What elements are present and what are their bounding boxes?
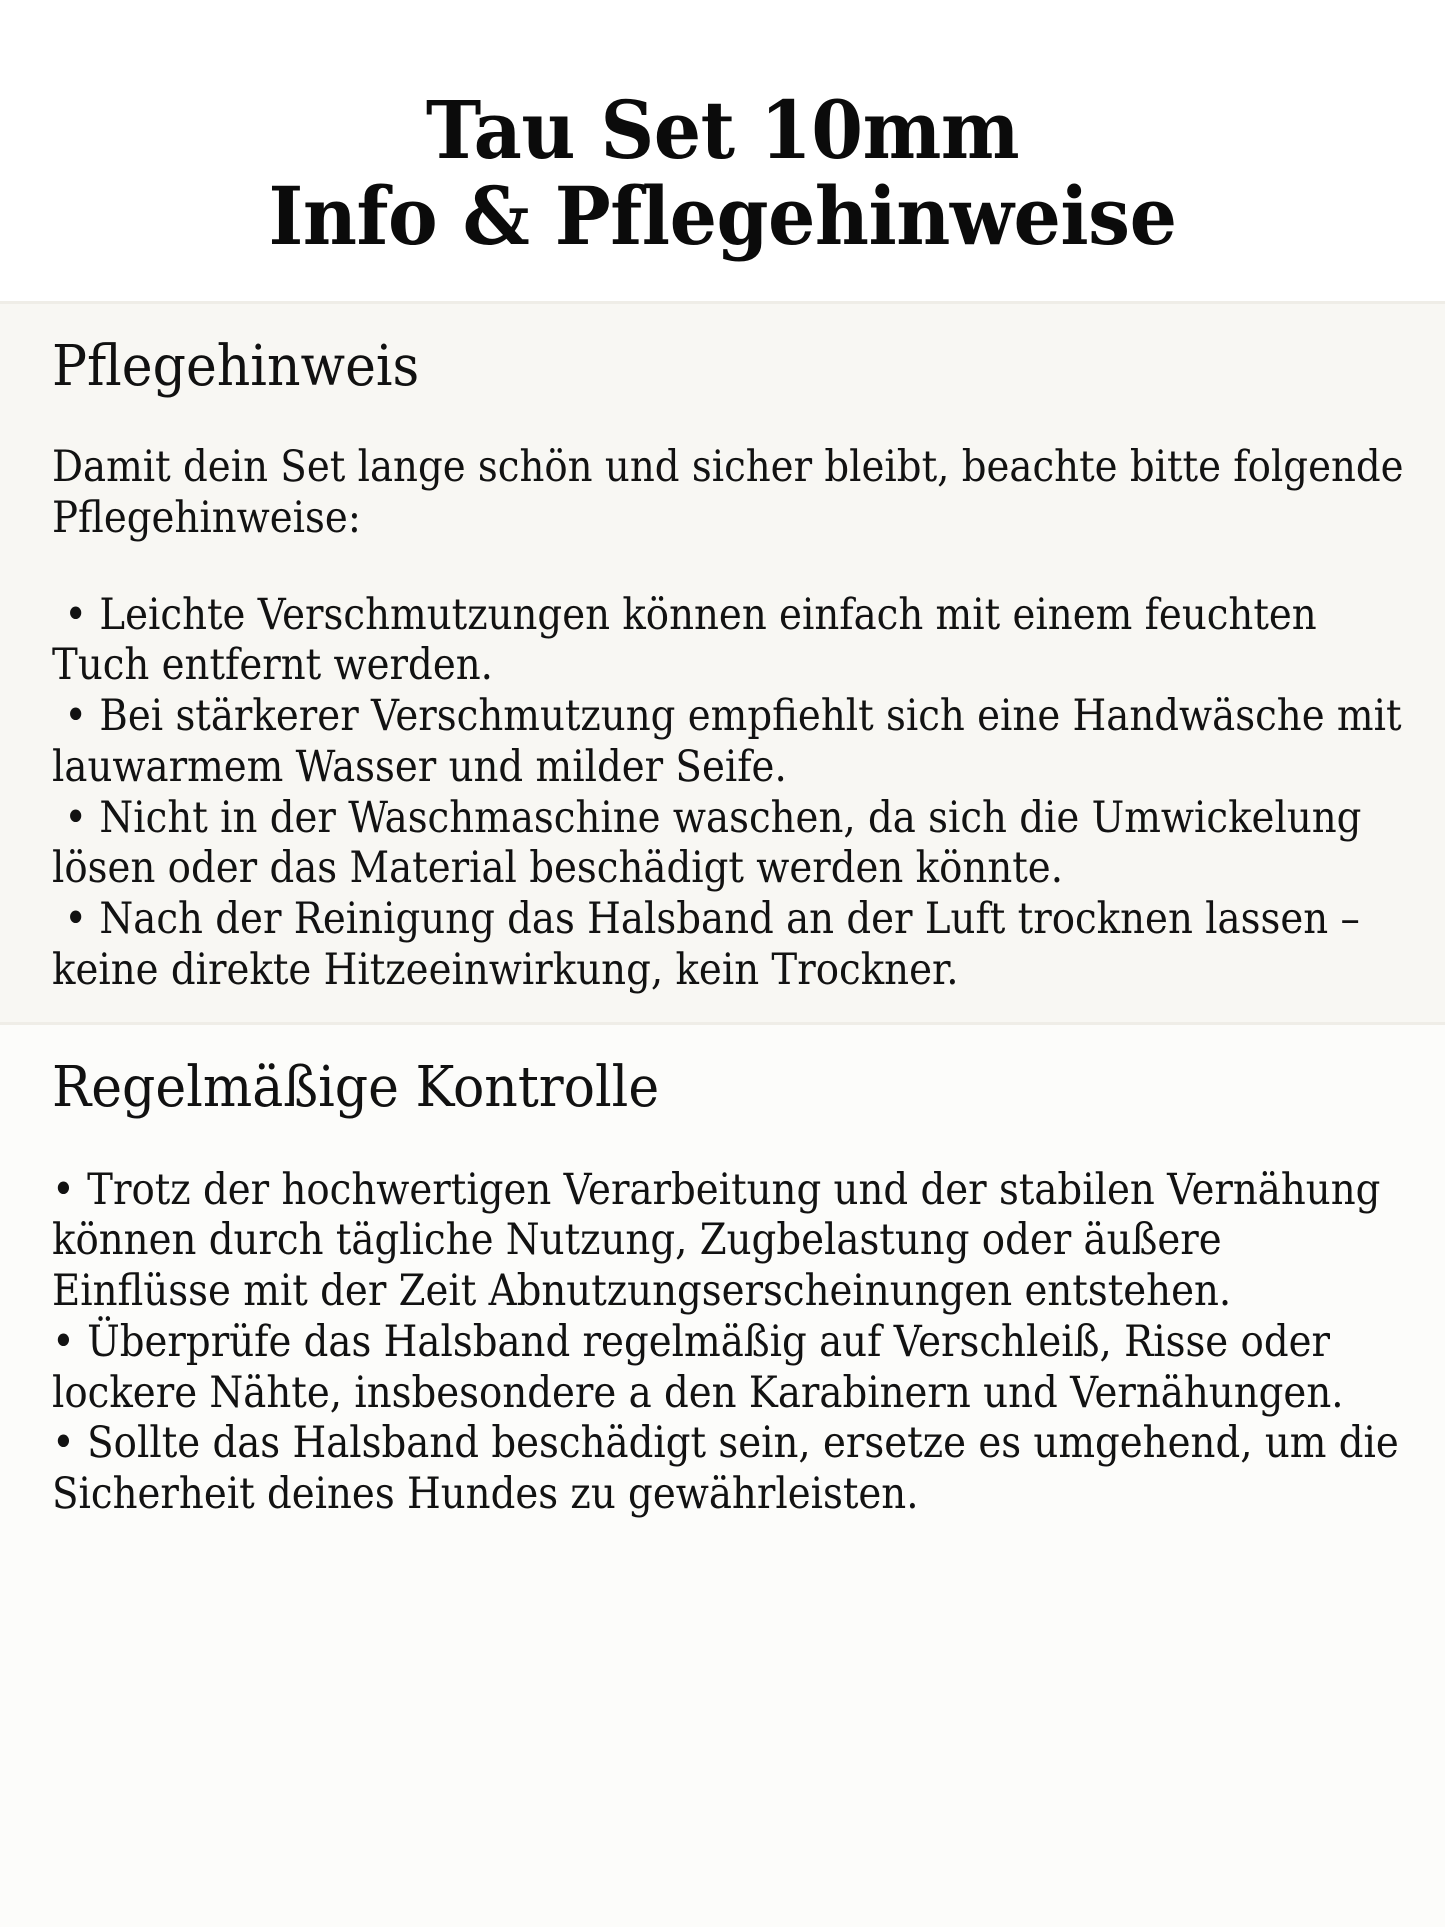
section-pflegehinweis — [0, 301, 1445, 1021]
list-item: • Trotz der hochwertigen Verarbeitung und der stabilen Vernähung können durch tägliche Nutzung, Zugbelastung oder äußere Einflüsse mit der Zeit Abnutzungserscheinungen entstehen. — [52, 1164, 1381, 1317]
section-intro-pflegehinweis: Damit dein Set lange schön und sicher bleibt, beachte bitte folgende Pflegehinweise: — [52, 442, 1404, 543]
page-title-line-1: Tau Set 10mm — [425, 83, 1020, 177]
section-heading-regelmaessige-kontrolle: Regelmäßige Kontrolle — [52, 1054, 660, 1120]
list-item: • Nach der Reinigung das Halsband an der Luft trocknen lassen – keine direkte Hitzeeinwirkung, kein Trockner. — [52, 894, 1360, 995]
bullet-list-regelmaessige-kontrolle — [52, 1165, 1409, 1520]
list-item: • Bei stärkerer Verschmutzung empfiehlt sich eine Handwäsche mit lauwarmem Wasser und milder Seife. — [52, 691, 1402, 792]
list-item: • Überprüfe das Halsband regelmäßig auf Verschleiß, Risse oder lockere Nähte, insbesondere a den Karabinern und Vernähungen. — [52, 1316, 1344, 1418]
list-item: • Nicht in der Waschmaschine waschen, da sich die Umwickelung lösen oder das Material beschädigt werden könnte. — [52, 792, 1362, 894]
page-title-line-2: Info & Pflegehinweise — [268, 168, 1177, 263]
section-regelmaessige-kontrolle — [0, 1022, 1445, 1927]
list-item: • Sollte das Halsband beschädigt sein, ersetze es umgehend, um die Sicherheit deines Hundes zu gewährleisten. — [52, 1418, 1399, 1520]
section-heading-pflegehinweis: Pflegehinweis — [52, 334, 420, 400]
bullet-list-pflegehinweis — [52, 590, 1409, 996]
list-item: • Leichte Verschmutzungen können einfach mit einem feuchten Tuch entfernt werden. — [52, 589, 1317, 691]
page-title — [0, 0, 1445, 301]
